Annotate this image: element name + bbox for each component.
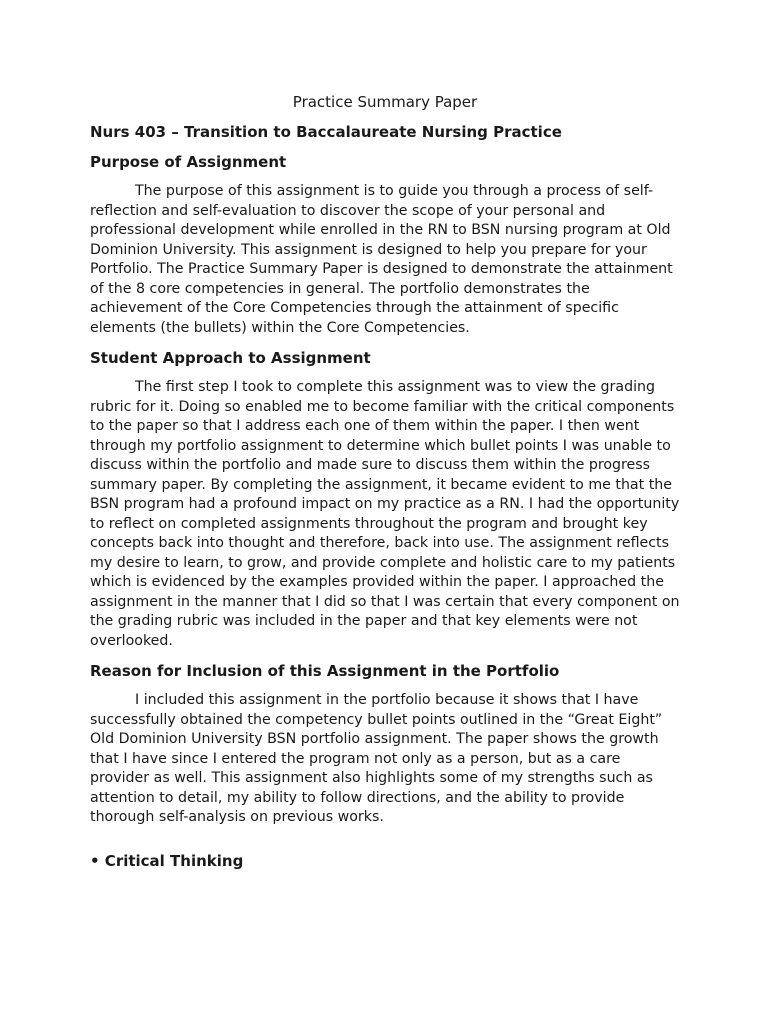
course-heading: Nurs 403 – Transition to Baccalaureate Nursing Practice [90, 123, 562, 141]
section-paragraph-approach: The first step I took to complete this assignment was to view the grading rubric for it. Doing so enabled me to become familiar with the critical components to the paper so that I address each one of them within the paper. I then went through my portfolio assignment to determine which bullet points I was unable to discuss within the portfolio and made sure to discuss them within the progress summary paper. By completing the assignment, it became evident to me that the BSN program had a profound impact on my practice as a RN. I had the opportunity to reflect on completed assignments throughout the program and brought key concepts back into thought and therefore, back into use. The assignment reflects my desire to learn, to grow, and provide complete and holistic care to my patients which is evidenced by the examples provided within the paper. I approached the assignment in the manner that I did so that I was certain that every component on the grading rubric was included in the paper and that key elements were not overlooked. [90, 379, 680, 649]
bullet-critical-thinking: • Critical Thinking [90, 851, 244, 870]
section-paragraph-reason: I included this assignment in the portfolio because it shows that I have successfully obtained the competency bullet points outlined in the “Great Eight” Old Dominion University BSN portfolio assignment. The paper shows the growth that I have since I entered the program not only as a person, but as a care provider as well. This assignment also highlights some of my strengths such as attention to detail, my ability to follow directions, and the ability to provide thorough self-analysis on previous works. [90, 692, 663, 825]
section-paragraph-purpose: The purpose of this assignment is to guide you through a process of self-reflection and self-evaluation to discover the scope of your personal and professional development while enrolled in the RN to BSN nursing program at Old Dominion University. This assignment is designed to help you prepare for your Portfolio. The Practice Summary Paper is designed to demonstrate the attainment of the 8 core competencies in general. The portfolio demonstrates the achievement of the Core Competencies through the attainment of specific elements (the bullets) within the Core Competencies. [90, 183, 673, 336]
document-page [90, 92, 680, 871]
section-heading-purpose: Purpose of Assignment [90, 153, 287, 171]
document-title: Practice Summary Paper [292, 93, 478, 111]
section-heading-reason: Reason for Inclusion of this Assignment in the Portfolio [90, 662, 560, 680]
section-heading-approach: Student Approach to Assignment [90, 349, 371, 367]
